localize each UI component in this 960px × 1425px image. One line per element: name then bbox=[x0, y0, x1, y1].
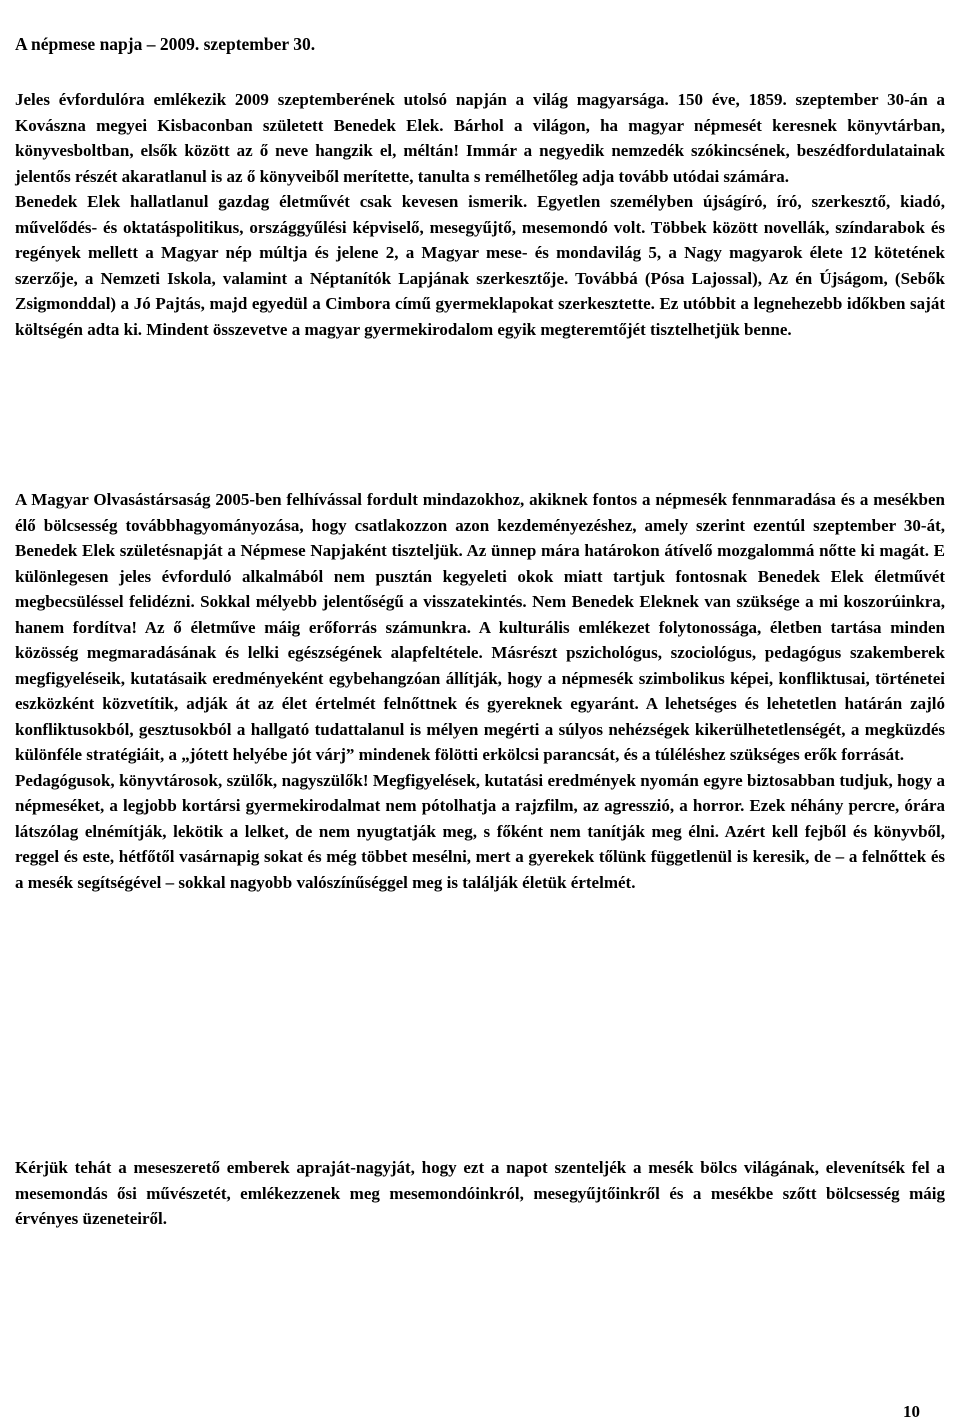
intro-section bbox=[15, 87, 945, 342]
paragraph-main-2: Pedagógusok, könyvtárosok, szülők, nagyszülők! Megfigyelések, kutatási eredmények nyomán egyre biztosabban tudjuk, hogy a népmeséket, a legjobb kortársi gyermekirodalmat nem pótolhatja a rajzfilm, az agresszió, a horror. Ezek néhány percre, órára látszólag elnémítják, lekötik a lelket, de nem nyugtatják meg, s főként nem tanítják meg élni. Azért kell fejből és könyvből, reggel és este, hétfőtől vasárnapig sokat és még többet mesélni, mert a gyerekek tőlünk függetlenül is keresik, de – a felnőttek és a mesék segítségével – sokkal nagyobb valószínűséggel meg is találják életük értelmét. bbox=[15, 770, 945, 892]
paragraph-main-1: A Magyar Olvasástársaság 2005-ben felhívással fordult mindazokhoz, akiknek fontos a népmesék fennmaradása és a mesékben élő bölcsesség továbbhagyományozása, hogy csatlakozzon azon kezdeményezéshez, amely szerint ezentúl szeptember 30-át, Benedek Elek születésnapját a Népmese Napjaként tiszteljük. Az ünnep mára határokon átívelő mozgalommá nőtte ki magát. E különlegesen jeles évforduló alkalmából nem pusztán kegyeleti okok miatt tartjuk fontosnak Benedek Elek életművét megbecsüléssel felidézni. Sokkal mélyebb jelentőségű a visszatekintés. Nem Benedek Eleknek van szüksége a mi koszorúinkra, hanem fordítva! Az ő életműve máig erőforrás számunkra. A kulturális emlékezet folytonossága, életben tartása minden közösség megmaradásának és lelki egészségének alapfeltétele. Másrészt pszichológus, szociológus, pedagógus szakemberek megfigyeléseik, kutatásaik eredményeként egybehangzóan állítják, hogy a népmesék szimbolikus képei, konfliktusai, történetei eszközként közvetítik, adják át az élet értelmét felnőttnek és gyereknek egyaránt. A lehetséges és lehetetlen határán zajló konfliktusokból, gesztusokból a hallgató tudattalanul is mélyen megérti a súlyos nehézségek kikerülhetetlenségét, a megküzdés különféle stratégiáit, a „jótett helyébe jót várj” mindenek fölötti erkölcsi parancsát, és a túléléshez szükséges erők forrását. bbox=[15, 490, 945, 764]
closing-section bbox=[15, 1155, 945, 1232]
page-title: A népmese napja – 2009. szeptember 30. bbox=[15, 34, 316, 54]
paragraph-closing: Kérjük tehát a meseszerető emberek apraját-nagyját, hogy ezt a napot szenteljék a mesék bölcs világának, elevenítsék fel a mesemondás ősi művészetét, emlékezzenek meg mesemondóinkról, mesegyűjtőinkről és a mesékbe szőtt bölcsesség máig érvényes üzeneteiről. bbox=[15, 1158, 945, 1228]
main-section bbox=[15, 487, 945, 895]
page-number: 10 bbox=[903, 1402, 920, 1421]
paragraph-intro-1: Jeles évfordulóra emlékezik 2009 szeptemberének utolsó napján a világ magyarsága. 150 éve, 1859. szeptember 30-án a Kovászna megyei Kisbaconban született Benedek Elek. Bárhol a világon, ha magyar népmesét keresnek könyvtárban, könyvesboltban, elsők között az ő neve hangzik el, méltán! Immár a negyedik nemzedék szókincsének, beszédfordulatainak jelentős részét akaratlanul is az ő könyveiből merítette, tanulta s remélhetőleg adja tovább utódai számára. bbox=[15, 90, 945, 186]
paragraph-intro-2: Benedek Elek hallatlanul gazdag életművét csak kevesen ismerik. Egyetlen személyben újságíró, író, szerkesztő, kiadó, művelődés- és oktatáspolitikus, országgyűlési képviselő, mesegyűjtő, mesemondó volt. Többek között novellák, színdarabok és regények mellett a Magyar nép múltja és jelene 2, a Magyar mese- és mondavilág 5, a Nagy magyarok élete 12 kötetének szerzője, a Nemzeti Iskola, valamint a Néptanítók Lapjának szerkesztője. Továbbá (Pósa Lajossal), Az én Újságom, (Sebők Zsigmonddal) a Jó Pajtás, majd egyedül a Cimbora című gyermeklapokat szerkesztette. Ez utóbbit a legnehezebb időkben saját költségén adta ki. Mindent összevetve a magyar gyermekirodalom egyik megteremtőjét tisztelhetjük benne. bbox=[15, 192, 945, 339]
